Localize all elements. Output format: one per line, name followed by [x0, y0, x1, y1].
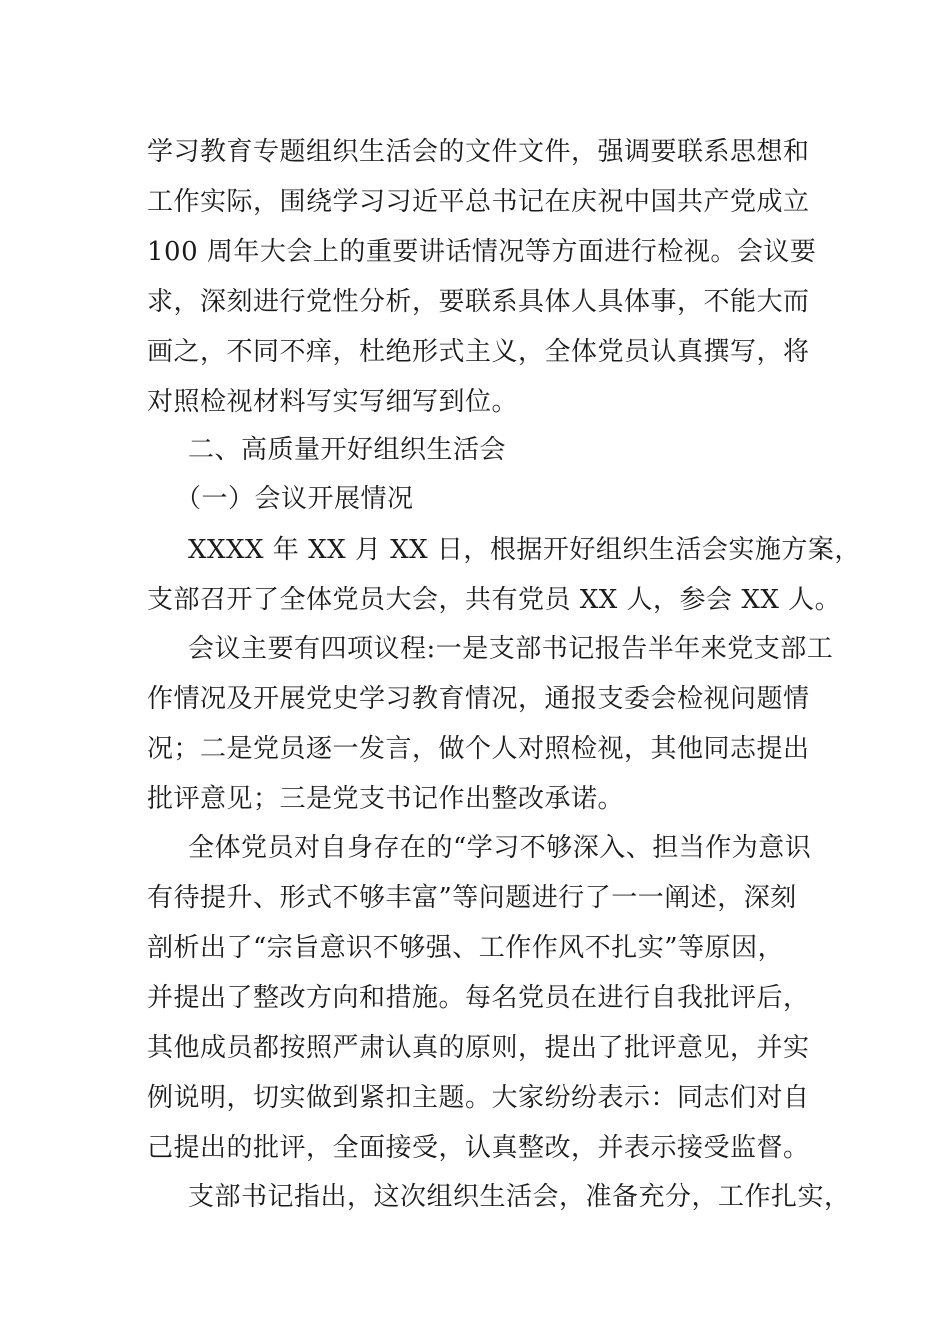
- paragraph-line: 况；二是党员逐一发言，做个人对照检视，其他同志提出: [147, 734, 810, 764]
- paragraph-line: 例说明，切实做到紧扣主题。大家纷纷表示：同志们对自: [147, 1083, 810, 1113]
- paragraph-line: 己提出的批评，全面接受，认真整改，并表示接受监督。: [147, 1133, 810, 1163]
- paragraph-line: 对照检视材料写实写细写到位。: [147, 387, 519, 417]
- paragraph-line: 全体党员对自身存在的“学习不够深入、担当作为意识: [188, 833, 812, 863]
- paragraph-line: 100 周年大会上的重要讲话情况等方面进行检视。会议要: [147, 237, 817, 267]
- paragraph-line: XXXX 年 XX 月 XX 日，根据开好组织生活会实施方案，: [188, 535, 861, 565]
- paragraph-line: 其他成员都按照严肃认真的原则，提出了批评意见，并实: [147, 1033, 810, 1063]
- section-heading: 二、高质量开好组织生活会: [188, 435, 507, 465]
- paragraph-line: 学习教育专题组织生活会的文件文件，强调要联系思想和: [147, 137, 810, 167]
- paragraph-line: 求，深刻进行党性分析，要联系具体人具体事，不能大而: [147, 287, 810, 317]
- paragraph-line: 作情况及开展党史学习教育情况，通报支委会检视问题情: [147, 684, 810, 714]
- paragraph-line: 画之，不同不痒，杜绝形式主义，全体党员认真撰写，将: [147, 337, 810, 367]
- paragraph-line: 剖析出了“宗旨意识不够强、工作作风不扎实”等原因，: [147, 933, 785, 963]
- subsection-heading: （一）会议开展情况: [175, 484, 414, 514]
- paragraph-line: 批评意见；三是党支书记作出整改承诺。: [147, 784, 625, 814]
- paragraph-line: 工作实际，围绕学习习近平总书记在庆祝中国共产党成立: [147, 187, 810, 217]
- paragraph-line: 会议主要有四项议程:一是支部书记报告半年来党支部工: [188, 634, 834, 664]
- paragraph-line: 支部召开了全体党员大会，共有党员 XX 人，参会 XX 人。: [147, 585, 842, 615]
- paragraph-line: 支部书记指出，这次组织生活会，准备充分，工作扎实，: [188, 1182, 851, 1212]
- paragraph-line: 有待提升、形式不够丰富”等问题进行了一一阐述，深刻: [147, 883, 797, 913]
- paragraph-line: 并提出了整改方向和措施。每名党员在进行自我批评后，: [147, 983, 810, 1013]
